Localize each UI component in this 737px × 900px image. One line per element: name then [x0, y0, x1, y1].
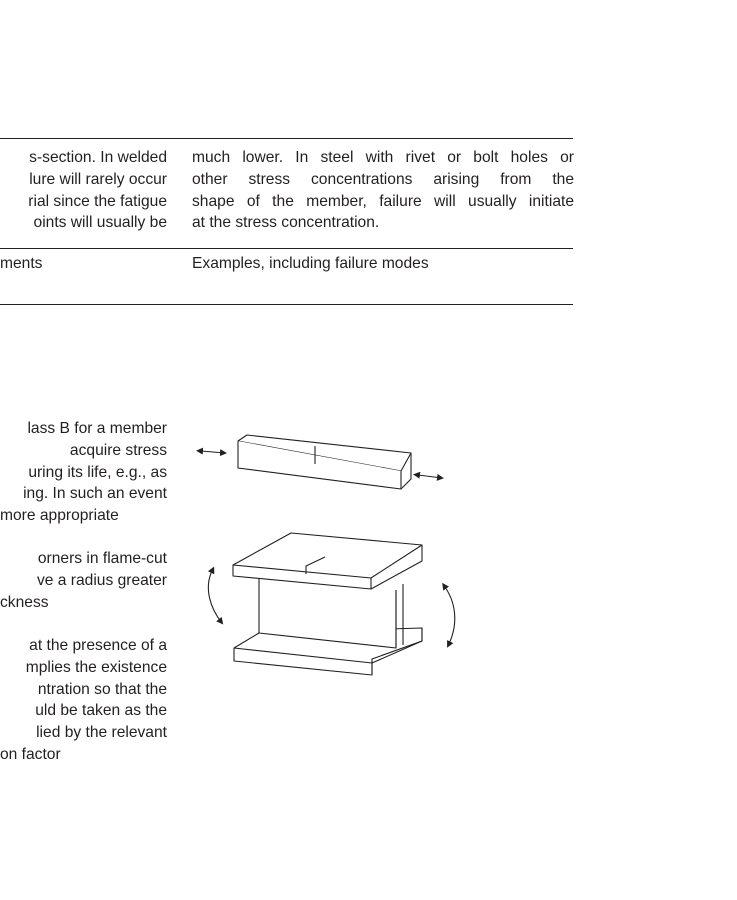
text-line: ckness	[0, 593, 49, 611]
text-line: lass B for a member	[27, 420, 167, 437]
text-line: oints will usually be	[33, 214, 167, 232]
header-right: Examples, including failure modes	[192, 255, 429, 272]
text-line: ntration so that the	[37, 680, 167, 698]
plate-figure	[238, 435, 411, 489]
text-line: lied by the relevant	[36, 724, 167, 742]
text-line: s-section. In welded	[29, 149, 167, 166]
text-line: acquire stress	[69, 441, 167, 459]
text-line: at the stress concentration.	[192, 214, 380, 232]
text-line: at the presence of a	[29, 637, 167, 654]
text-line: other stress concentrations arising from the	[192, 170, 574, 188]
header-left: ments	[0, 255, 43, 272]
i-beam-figure	[233, 533, 422, 675]
text-line: uring its life, e.g., as	[28, 463, 167, 481]
text-line: mplies the existence	[25, 658, 167, 676]
text-line: on factor	[0, 745, 61, 763]
text-line: lure will rarely occur	[29, 170, 167, 188]
text-line: much lower. In steel with rivet or bolt holes or	[192, 149, 574, 166]
text-line: ve a radius greater	[36, 571, 167, 589]
text-line: shape of the member, failure will usually initiate	[192, 192, 574, 210]
text-line: ing. In such an event	[23, 485, 167, 503]
text-line: uld be taken as the	[35, 702, 167, 720]
text-line: rial since the fatigue	[28, 192, 167, 210]
text-line: more appropriate	[0, 507, 119, 525]
text-line: orners in flame-cut	[37, 550, 167, 567]
